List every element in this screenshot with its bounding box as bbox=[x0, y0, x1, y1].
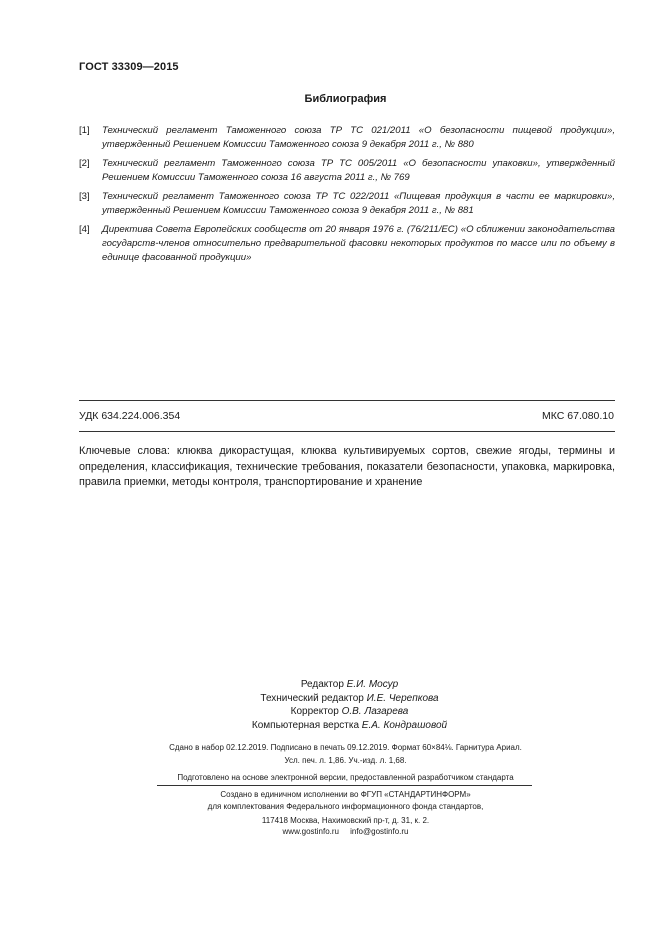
bibliography-item-number: [4] bbox=[79, 224, 90, 235]
editorial-credits bbox=[0, 678, 661, 732]
bibliography-item-text: Директива Совета Европейских сообществ от 20 января 1976 г. (76/211/ЕС) «О сближении законодательства государств-членов относительно предварительной фасовки некоторых продуктов по массе или по объему в единице фасованной продукции» bbox=[102, 224, 615, 263]
print-info-line: Сдано в набор 02.12.2019. Подписано в печать 09.12.2019. Формат 60×84⅛. Гарнитура Ариал. bbox=[169, 743, 522, 752]
email-link[interactable]: info@gostinfo.ru bbox=[350, 827, 409, 836]
credit-proofreader: Корректор О.В. Лазарева bbox=[290, 706, 409, 717]
bibliography-title: Библиография bbox=[304, 93, 387, 105]
standard-header: ГОСТ 33309—2015 bbox=[79, 61, 179, 73]
divider bbox=[157, 785, 532, 786]
divider bbox=[79, 400, 615, 401]
bibliography-item-number: [1] bbox=[79, 125, 90, 136]
publisher-line: Создано в единичном исполнении во ФГУП «СТАНДАРТИНФОРМ» bbox=[220, 790, 471, 799]
bibliography-item-text: Технический регламент Таможенного союза ТР ТС 021/2011 «О безопасности пищевой продукции», утвержденный Решением Комиссии Таможенного союза 9 декабря 2011 г., № 880 bbox=[102, 125, 615, 150]
bibliography-item bbox=[79, 223, 615, 265]
divider bbox=[79, 431, 615, 432]
website-link[interactable]: www.gostinfo.ru bbox=[282, 827, 339, 836]
fund-line: для комплектования Федерального информационного фонда стандартов, bbox=[207, 802, 484, 811]
bibliography-item-text: Технический регламент Таможенного союза ТР ТС 022/2011 «Пищевая продукция в части ее маркировки», утвержденный Решением Комиссии Таможенного союза 9 декабря 2011 г., № 881 bbox=[102, 191, 615, 216]
bibliography-item-number: [3] bbox=[79, 191, 90, 202]
print-sheets-line: Усл. печ. л. 1,86. Уч.-изд. л. 1,68. bbox=[284, 756, 407, 765]
bibliography-item bbox=[79, 157, 615, 185]
credit-tech-editor: Технический редактор И.Е. Черепкова bbox=[260, 692, 439, 704]
bibliography-item bbox=[79, 190, 615, 218]
address-line: 117418 Москва, Нахимовский пр-т, д. 31, к. 2. bbox=[261, 816, 430, 825]
prepared-note: Подготовлено на основе электронной версии, предоставленной разработчиком стандарта bbox=[177, 773, 514, 782]
bibliography-item bbox=[79, 124, 615, 152]
bibliography-item-text: Технический регламент Таможенного союза ТР ТС 005/2011 «О безопасности упаковки», утвержденный Решением Комиссии Таможенного союза 16 августа 2011 г., № 769 bbox=[102, 158, 615, 183]
keywords-paragraph: Ключевые слова: клюква дикорастущая, клюква культивируемых сортов, свежие ягоды, термины и определения, классификация, технические требования, показатели безопасности, упаковка, маркировка, правила приемки, методы контроля, транспортирование и хранение bbox=[79, 445, 615, 488]
udk-code: УДК 634.224.006.354 bbox=[79, 410, 181, 422]
credit-layout: Компьютерная верстка Е.А. Кондрашовой bbox=[251, 719, 448, 731]
contacts-line bbox=[0, 826, 661, 839]
bibliography-item-number: [2] bbox=[79, 158, 90, 169]
mks-code: МКС 67.080.10 bbox=[542, 410, 614, 422]
credit-editor: Редактор Е.И. Мосур bbox=[300, 679, 399, 690]
